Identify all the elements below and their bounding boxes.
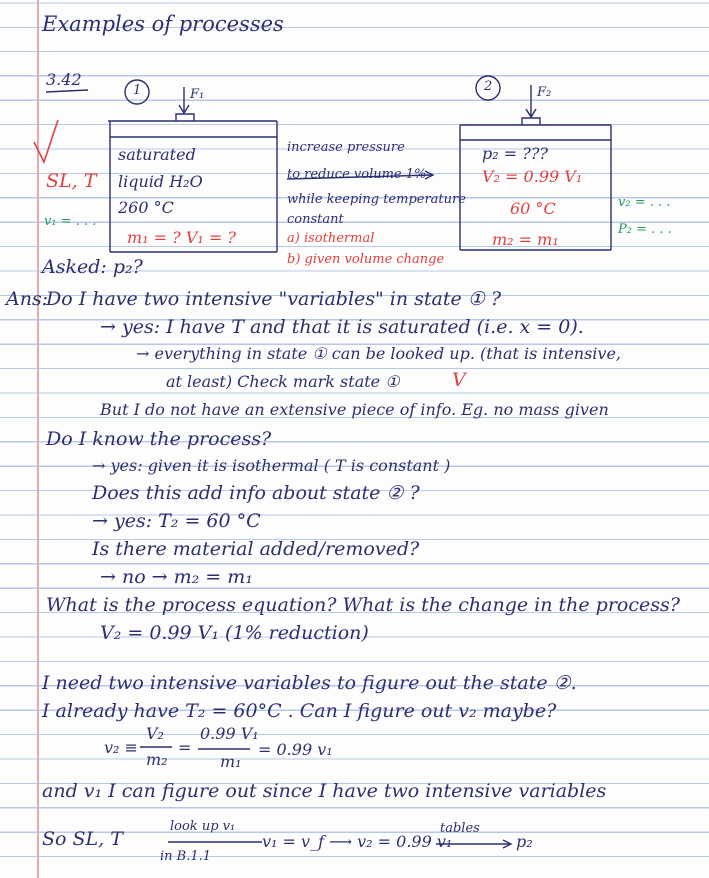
v1-green-note: v₁ = . . . (44, 214, 97, 229)
problem-number-underline (46, 90, 88, 92)
ans-label: Ans: (6, 288, 49, 310)
asked-line: Asked: p₂? (42, 256, 143, 278)
frac1-num: V₂ (146, 724, 164, 743)
line-3: → everything in state ① can be looked up. (that is intensive, (136, 344, 622, 363)
eq-sign-1: = (178, 738, 192, 757)
line-7: → yes: given it is isothermal ( T is constant ) (92, 456, 451, 475)
line-5: But I do not have an extensive piece of info. Eg. no mass given (100, 400, 609, 419)
lookup-label: look up v₁ (170, 819, 236, 834)
process-line-2: to reduce volume 1% (287, 167, 427, 182)
tables-label: tables (440, 821, 480, 836)
tank1-unknowns: m₁ = ? V₁ = ? (127, 228, 236, 247)
line-12: What is the process equation? What is the change in the process? (46, 594, 680, 616)
force1-label: F₁ (190, 87, 205, 102)
tank2-temperature: 60 °C (510, 199, 556, 218)
tank1-line-1: saturated (118, 145, 196, 164)
process-line-3: while keeping temperature (287, 192, 466, 207)
problem-number: 3.42 (46, 70, 82, 89)
line-15: I already have T₂ = 60°C . Can I figure out v₂ maybe? (42, 700, 557, 722)
frac2-den: m₁ (220, 752, 242, 771)
v2-lhs: v₂ ≡ (104, 738, 138, 757)
v2-rhs: = 0.99 v₁ (258, 740, 333, 759)
state1-label: 1 (133, 83, 142, 98)
process-volume-change: b) given volume change (287, 252, 445, 267)
line-8: Does this add info about state ② ? (92, 482, 420, 504)
force2-label: F₂ (537, 85, 552, 100)
sl-t-label: SL, T (46, 170, 97, 192)
frac2-num: 0.99 V₁ (200, 724, 259, 743)
line-11: → no → m₂ = m₁ (100, 566, 253, 588)
line-6: Do I know the process? (46, 428, 272, 450)
line-17: and v₁ I can figure out since I have two intensive variables (42, 780, 607, 802)
p2-green-note: P₂ = . . . (618, 222, 672, 237)
process-line-4: constant (287, 212, 344, 227)
tank2-volume: V₂ = 0.99 V₁ (482, 167, 583, 186)
v2-green-note: v₂ = . . . (618, 195, 671, 210)
tank2-piston-stem (522, 118, 540, 125)
line-2: → yes: I have T and that it is saturated (i.e. x = 0). (100, 316, 584, 338)
process-isothermal: a) isothermal (287, 231, 375, 246)
p2-result: p₂ (516, 832, 533, 851)
line-14: I need two intensive variables to figure out the state ②. (42, 672, 577, 694)
so-sl-t: So SL, T (42, 828, 123, 850)
line-1: Do I have two intensive "variables" in state ① ? (46, 288, 502, 310)
checkmark-state1 (34, 120, 58, 162)
check-mark-inline: V (452, 369, 466, 391)
line-9: → yes: T₂ = 60 °C (92, 510, 261, 532)
tank1-piston-stem (176, 114, 194, 121)
line-10: Is there material added/removed? (92, 538, 420, 560)
tank1-line-2: liquid H₂O (118, 172, 203, 191)
state2-label: 2 (484, 79, 493, 94)
page-title: Examples of processes (42, 12, 284, 36)
tank2-pressure: p₂ = ??? (482, 144, 548, 163)
tank1-line-3: 260 °C (118, 198, 174, 217)
process-line-1: increase pressure (287, 140, 405, 155)
frac1-den: m₂ (146, 750, 168, 769)
tank2-mass: m₂ = m₁ (492, 230, 559, 249)
table-ref: in B.1.1 (160, 849, 212, 864)
line-13: V₂ = 0.99 V₁ (1% reduction) (100, 622, 369, 644)
v1-to-v2: v₁ = v_f ⟶ v₂ = 0.99 v₁ (262, 832, 453, 851)
line-4: at least) Check mark state ① (166, 372, 400, 391)
